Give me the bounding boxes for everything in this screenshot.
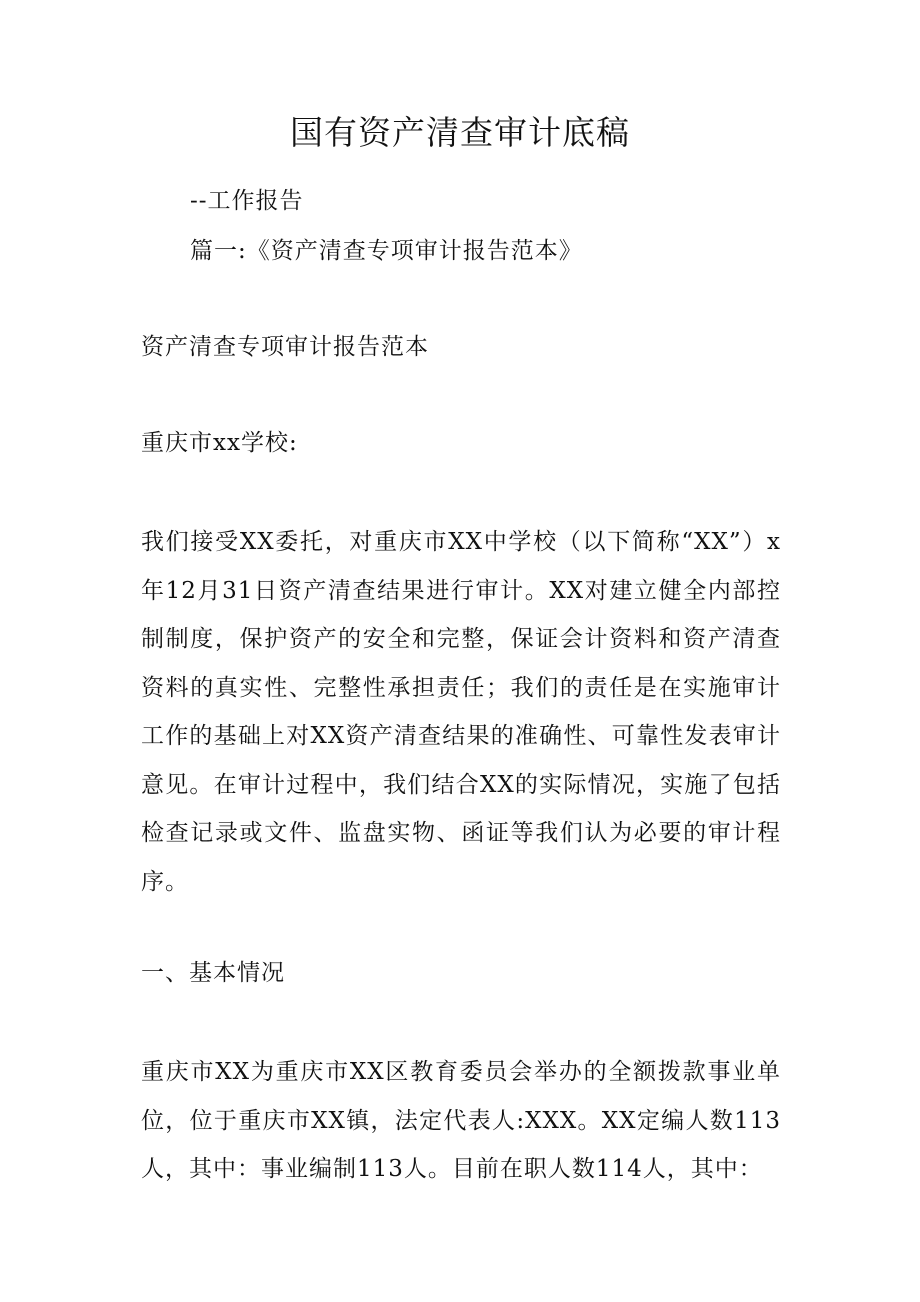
body-paragraph-basic-info: 重庆市XX为重庆市XX区教育委员会举办的全额拨款事业单位，位于重庆市XX镇，法定代表人:XXX。XX定编人数113人，其中：事业编制113人。目前在职人数114人，其中： bbox=[141, 1059, 781, 1182]
salutation: 重庆市xx学校: bbox=[141, 430, 298, 456]
document-subtitle: --工作报告 bbox=[190, 188, 304, 214]
report-title: 资产清查专项审计报告范本 bbox=[141, 334, 429, 360]
section-heading-basic-info: 一、基本情况 bbox=[141, 960, 285, 986]
body-paragraph-intro: 我们接受XX委托，对重庆市XX中学校（以下简称“XX”）x年12月31日资产清查结果进行审计。XX对建立健全内部控制制度，保护资产的安全和完整，保证会计资料和资产清查资料的真实性、完整性承担责任；我们的责任是在实施审计工作的基础上对XX资产清查结果的准确性、可靠性发表审计意见。在审计过程中，我们结合XX的实际情况，实施了包括检查记录或文件、监盘实物、函证等我们认为必要的审计程序。 bbox=[141, 529, 781, 895]
document-title: 国有资产清查审计底稿 bbox=[290, 113, 630, 152]
chapter-heading: 篇一:《资产清查专项审计报告范本》 bbox=[190, 238, 583, 264]
